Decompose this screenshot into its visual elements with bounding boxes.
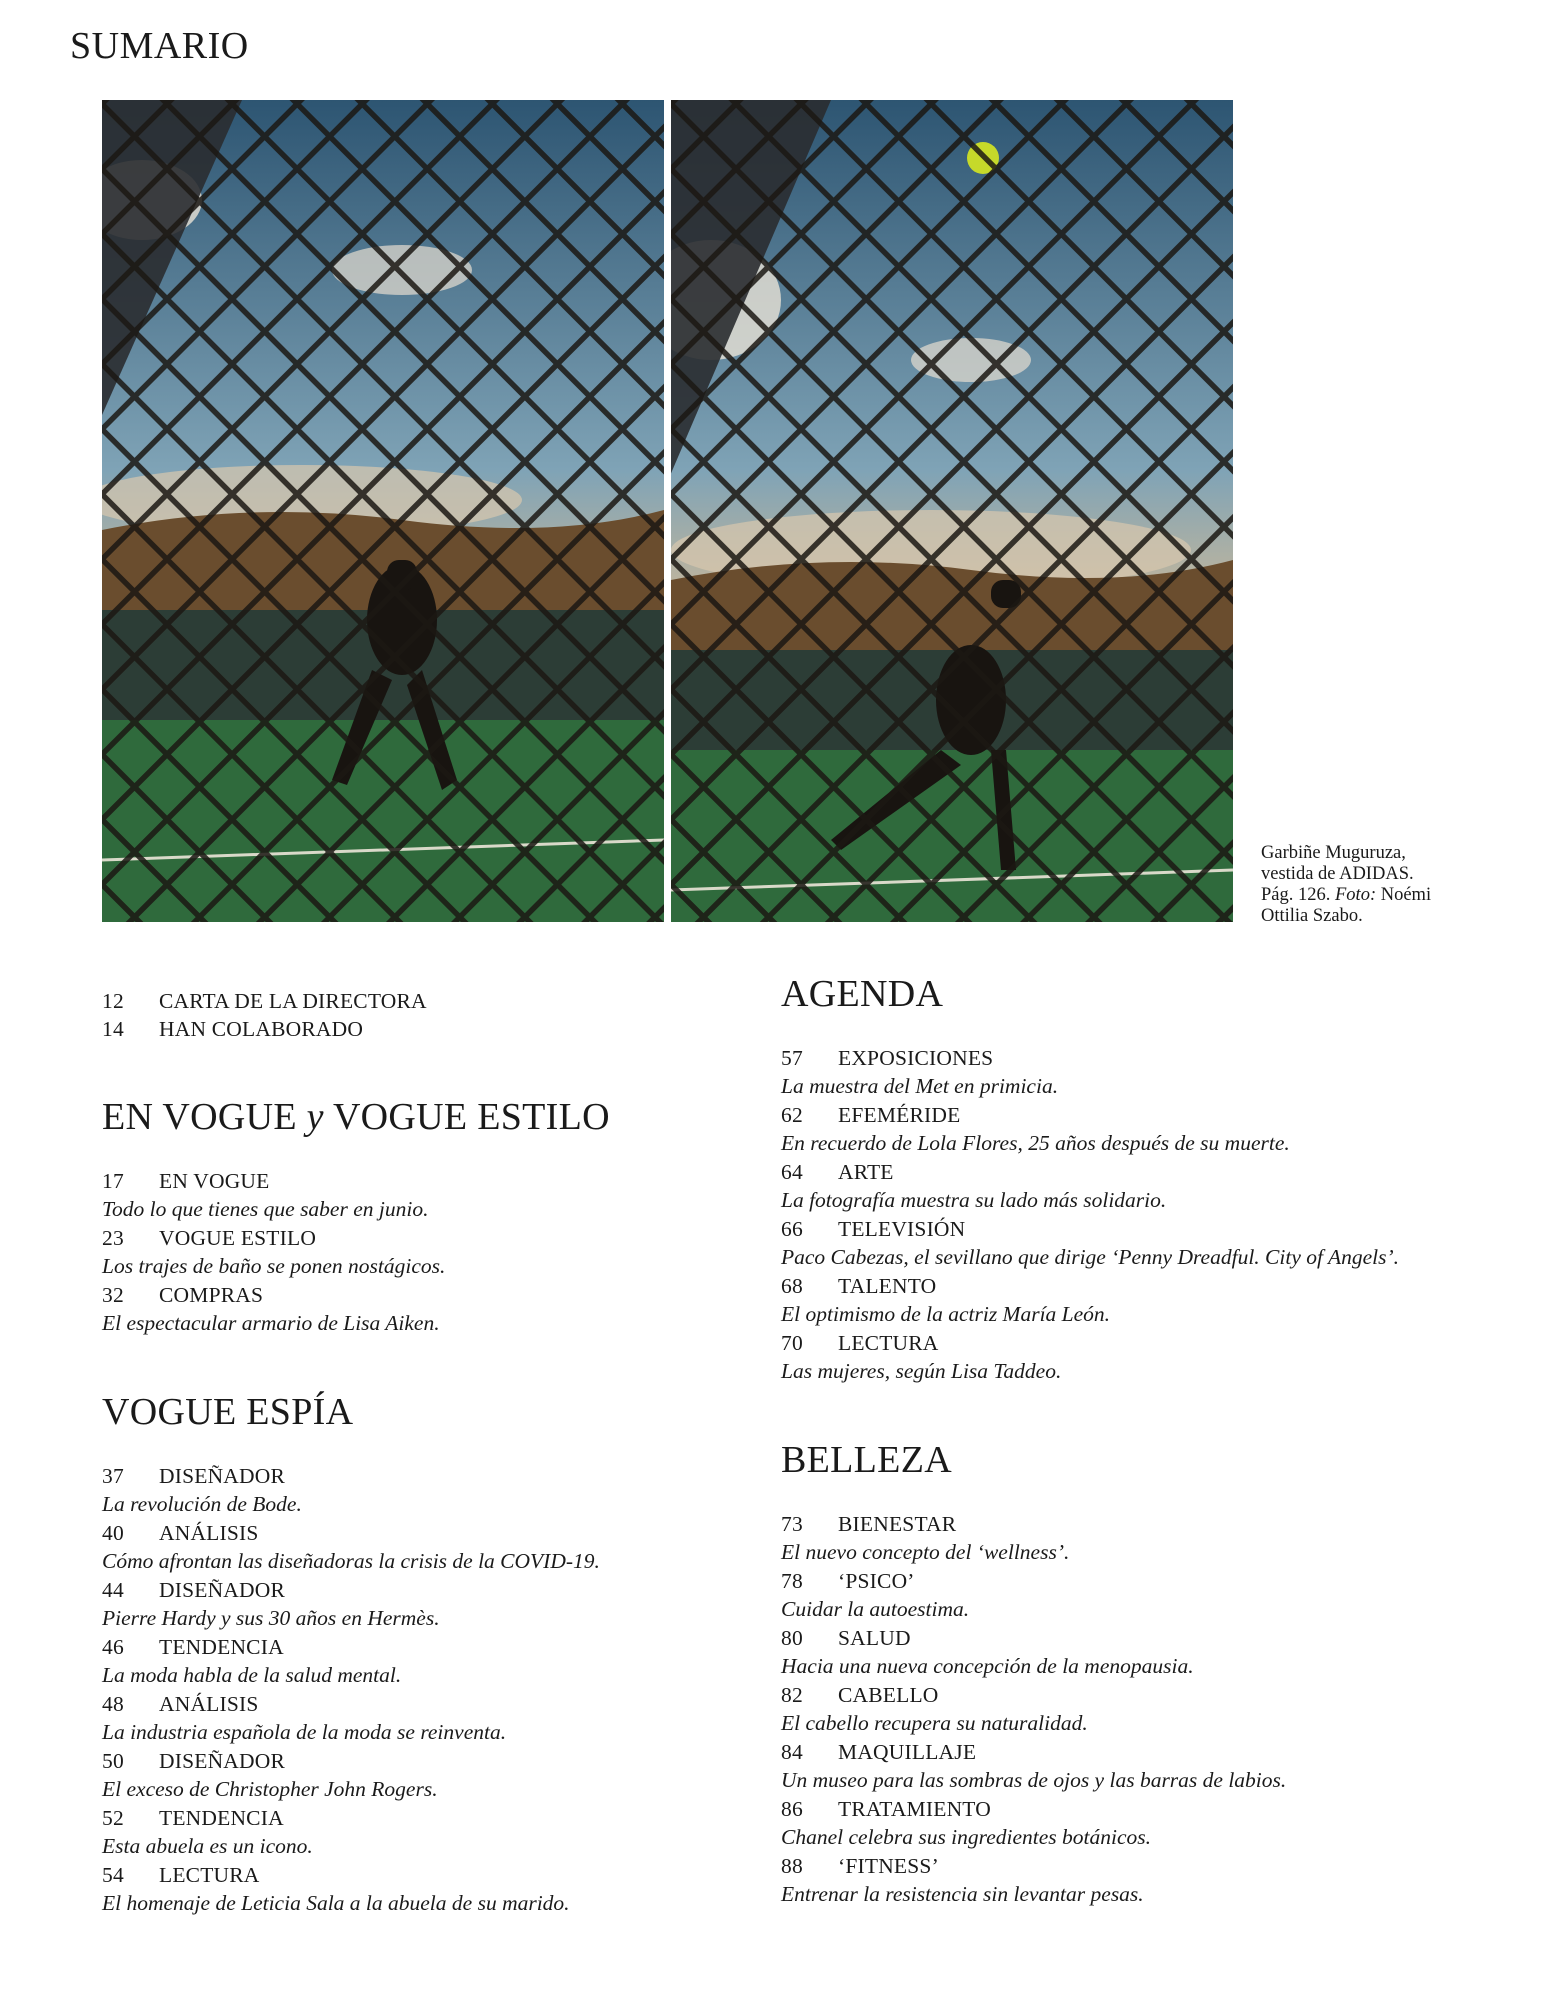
page-number: 73 <box>781 1512 803 1536</box>
entry-description: Todo lo que tienes que saber en junio. <box>102 1197 429 1221</box>
page-number: 40 <box>102 1521 124 1545</box>
page-number: 57 <box>781 1046 803 1070</box>
entry-title: EXPOSICIONES <box>838 1046 994 1070</box>
page-number: 84 <box>781 1740 803 1764</box>
section-title-belleza: BELLEZA <box>781 1439 952 1481</box>
tennis-photo-right <box>671 100 1233 922</box>
entry-title: SALUD <box>838 1626 911 1650</box>
entry-title: ‘FITNESS’ <box>838 1854 939 1878</box>
page-number: 17 <box>102 1169 124 1193</box>
entry-description: La industria española de la moda se reinventa. <box>102 1720 507 1744</box>
toc-entry[interactable] <box>102 1747 802 1804</box>
page-number: 52 <box>102 1806 124 1830</box>
toc-entry[interactable] <box>102 1224 802 1281</box>
entry-title: LECTURA <box>159 1863 260 1887</box>
entry-title: ANÁLISIS <box>159 1521 259 1545</box>
entry-description: El optimismo de la actriz María León. <box>781 1302 1111 1326</box>
entry-title: EFEMÉRIDE <box>838 1103 961 1127</box>
page-number: 50 <box>102 1749 124 1773</box>
tennis-photo-left <box>102 100 664 922</box>
toc-entry[interactable] <box>781 1044 1481 1101</box>
toc-entry[interactable] <box>102 1015 802 1043</box>
toc-entry[interactable] <box>102 1804 802 1861</box>
page-number: 78 <box>781 1569 803 1593</box>
photo-caption <box>1261 843 1461 927</box>
section-title-agenda: AGENDA <box>781 973 944 1015</box>
page-number: 70 <box>781 1331 803 1355</box>
toc-entry[interactable] <box>102 1281 802 1338</box>
page-number: 14 <box>102 1017 124 1041</box>
caption-line: Ottilia Szabo. <box>1261 906 1363 926</box>
section-title-vogue-espia: VOGUE ESPÍA <box>102 1391 354 1433</box>
toc-entry[interactable] <box>102 1462 802 1519</box>
entry-title: DISEÑADOR <box>159 1749 286 1773</box>
entry-description: Cómo afrontan las diseñadoras la crisis de la COVID-19. <box>102 1549 600 1573</box>
entry-title: ARTE <box>838 1160 894 1184</box>
entry-title: COMPRAS <box>159 1283 264 1307</box>
page-number: 48 <box>102 1692 124 1716</box>
entry-title: BIENESTAR <box>838 1512 957 1536</box>
section-title-part: VOGUE ESTILO <box>323 1096 610 1138</box>
toc-entry[interactable] <box>781 1215 1481 1272</box>
entry-description: Los trajes de baño se ponen nostágicos. <box>102 1254 446 1278</box>
toc-entry[interactable] <box>102 1861 802 1918</box>
caption-line: vestida de ADIDAS. <box>1261 864 1414 884</box>
caption-text: Noémi <box>1376 885 1432 905</box>
entry-description: El nuevo concepto del ‘wellness’. <box>781 1540 1070 1564</box>
page-number: 32 <box>102 1283 124 1307</box>
toc-entry[interactable] <box>781 1567 1481 1624</box>
page-number: 54 <box>102 1863 124 1887</box>
entry-title: DISEÑADOR <box>159 1464 286 1488</box>
toc-entry[interactable] <box>781 1795 1481 1852</box>
page-number: 44 <box>102 1578 124 1602</box>
toc-entry[interactable] <box>102 1633 802 1690</box>
entry-description: Esta abuela es un icono. <box>102 1834 313 1858</box>
page-number: 64 <box>781 1160 803 1184</box>
entry-title: MAQUILLAJE <box>838 1740 977 1764</box>
toc-entry[interactable] <box>102 987 802 1015</box>
entry-description: La fotografía muestra su lado más solidario. <box>781 1188 1167 1212</box>
entry-description: El cabello recupera su naturalidad. <box>781 1711 1088 1735</box>
section-title-conjunction: y <box>306 1096 324 1138</box>
entry-title: TENDENCIA <box>159 1806 284 1830</box>
toc-entry[interactable] <box>781 1272 1481 1329</box>
entry-description: Cuidar la autoestima. <box>781 1597 970 1621</box>
entry-title: ANÁLISIS <box>159 1692 259 1716</box>
page-number: 88 <box>781 1854 803 1878</box>
toc-entry[interactable] <box>781 1681 1481 1738</box>
toc-entry[interactable] <box>781 1510 1481 1567</box>
toc-entry[interactable] <box>102 1690 802 1747</box>
page-number: 66 <box>781 1217 803 1241</box>
page-number: 12 <box>102 989 124 1013</box>
page-number: 68 <box>781 1274 803 1298</box>
entry-description: Entrenar la resistencia sin levantar pesas. <box>781 1882 1144 1906</box>
toc-right-column <box>781 972 1481 1909</box>
entry-description: Chanel celebra sus ingredientes botánicos. <box>781 1825 1152 1849</box>
entry-title: ‘PSICO’ <box>838 1569 915 1593</box>
caption-text: Pág. 126. <box>1261 885 1335 905</box>
toc-entry[interactable] <box>102 1576 802 1633</box>
toc-entry[interactable] <box>102 1519 802 1576</box>
entry-description: El exceso de Christopher John Rogers. <box>102 1777 438 1801</box>
page-number: 80 <box>781 1626 803 1650</box>
toc-entry[interactable] <box>781 1624 1481 1681</box>
page-number: 82 <box>781 1683 803 1707</box>
entry-description: En recuerdo de Lola Flores, 25 años después de su muerte. <box>781 1131 1290 1155</box>
toc-entry[interactable] <box>781 1158 1481 1215</box>
toc-left-column <box>102 987 802 1918</box>
toc-entry[interactable] <box>781 1852 1481 1909</box>
entry-description: Un museo para las sombras de ojos y las barras de labios. <box>781 1768 1287 1792</box>
toc-entry[interactable] <box>781 1101 1481 1158</box>
caption-line <box>1261 885 1461 906</box>
entry-description: La muestra del Met en primicia. <box>781 1074 1059 1098</box>
page-number: 37 <box>102 1464 124 1488</box>
entry-title: EN VOGUE <box>159 1169 270 1193</box>
entry-title: DISEÑADOR <box>159 1578 286 1602</box>
section-title-en-vogue <box>102 1095 802 1139</box>
entry-description: Pierre Hardy y sus 30 años en Hermès. <box>102 1606 440 1630</box>
entry-title: TALENTO <box>838 1274 937 1298</box>
entry-title: TELEVISIÓN <box>838 1217 966 1241</box>
entry-title: TENDENCIA <box>159 1635 284 1659</box>
page-number: 86 <box>781 1797 803 1821</box>
entry-title: CABELLO <box>838 1683 939 1707</box>
entry-description: El homenaje de Leticia Sala a la abuela de su marido. <box>102 1891 570 1915</box>
entry-description: Las mujeres, según Lisa Taddeo. <box>781 1359 1062 1383</box>
entry-title: LECTURA <box>838 1331 939 1355</box>
toc-entry[interactable] <box>102 1167 802 1224</box>
entry-title: VOGUE ESTILO <box>159 1226 317 1250</box>
entry-title: TRATAMIENTO <box>838 1797 991 1821</box>
page-title: SUMARIO <box>70 25 249 67</box>
entry-title: CARTA DE LA DIRECTORA <box>159 989 427 1013</box>
caption-line: Garbiñe Muguruza, <box>1261 843 1406 863</box>
toc-entry[interactable] <box>781 1738 1481 1795</box>
entry-description: La revolución de Bode. <box>102 1492 302 1516</box>
entry-description: Hacia una nueva concepción de la menopausia. <box>781 1654 1194 1678</box>
page-number: 23 <box>102 1226 124 1250</box>
entry-description: El espectacular armario de Lisa Aiken. <box>102 1311 440 1335</box>
toc-entry[interactable] <box>781 1329 1481 1386</box>
entry-description: La moda habla de la salud mental. <box>102 1663 402 1687</box>
entry-title: HAN COLABORADO <box>159 1017 364 1041</box>
page-number: 46 <box>102 1635 124 1659</box>
section-title-part: EN VOGUE <box>102 1096 307 1138</box>
entry-description: Paco Cabezas, el sevillano que dirige ‘Penny Dreadful. City of Angels’. <box>781 1245 1400 1269</box>
caption-photo-label: Foto: <box>1335 885 1377 905</box>
page-number: 62 <box>781 1103 803 1127</box>
